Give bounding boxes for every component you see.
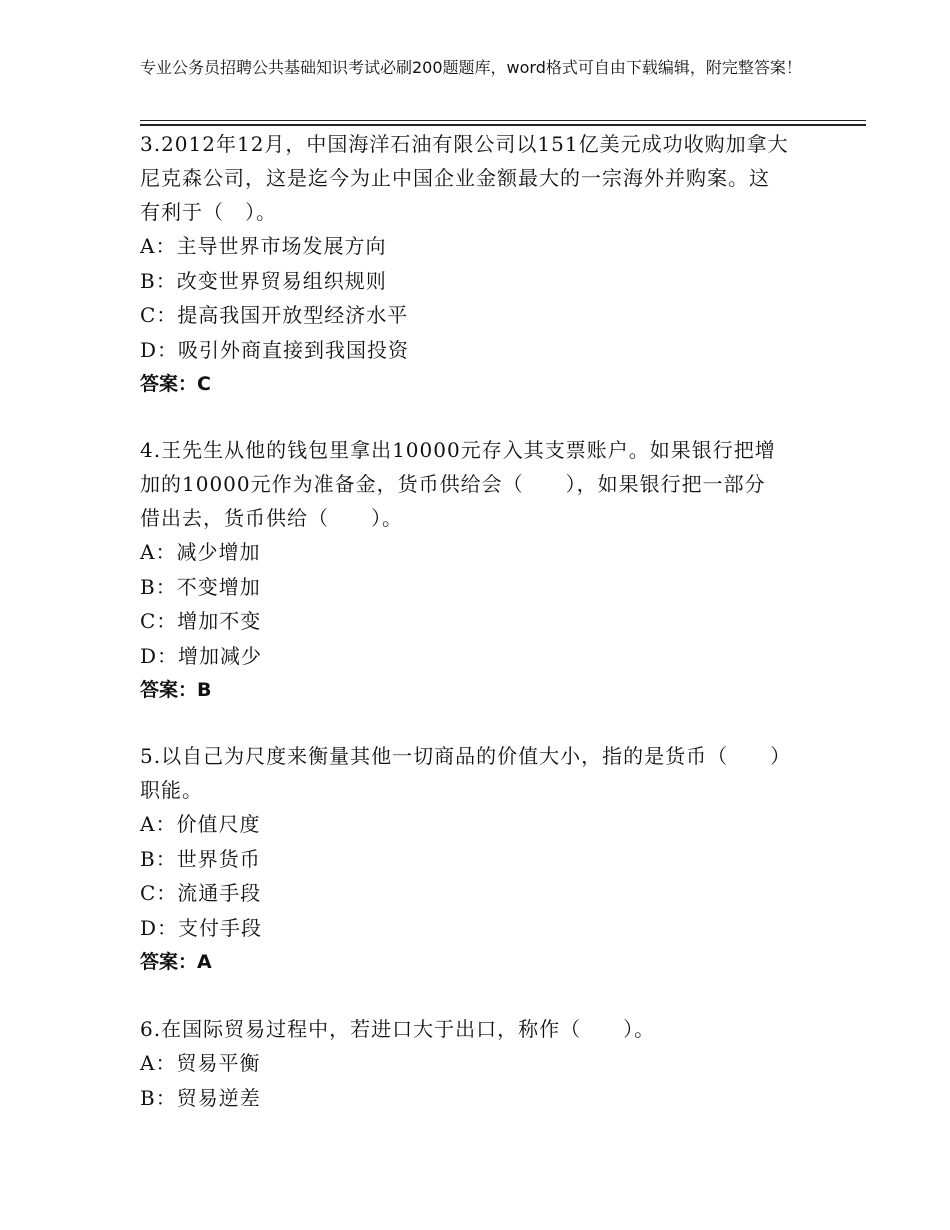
option-b: B：改变世界贸易组织规则 bbox=[140, 268, 387, 293]
option-b: B：不变增加 bbox=[140, 574, 261, 599]
question-4 bbox=[140, 433, 840, 707]
question-stem-line: 3.2012年12月，中国海洋石油有限公司以151亿美元成功收购加拿大 bbox=[140, 132, 789, 156]
option-b: B：世界货币 bbox=[140, 846, 261, 871]
question-stem-line: 5.以自己为尺度来衡量其他一切商品的价值大小，指的是货币（ ） bbox=[140, 744, 792, 768]
option-a: A：价值尺度 bbox=[140, 812, 261, 836]
question-stem-line: 借出去，货币供给（ ）。 bbox=[140, 506, 403, 530]
answer-label: 答案：B bbox=[140, 679, 212, 701]
option-d: D：吸引外商直接到我国投资 bbox=[140, 337, 410, 362]
question-6 bbox=[140, 1012, 840, 1115]
option-b: B：贸易逆差 bbox=[140, 1085, 261, 1110]
question-stem-line: 有利于（ ）。 bbox=[140, 200, 277, 224]
option-d: D：增加减少 bbox=[140, 643, 263, 668]
option-c: C：流通手段 bbox=[140, 881, 262, 905]
answer-label: 答案：A bbox=[140, 951, 212, 973]
question-3 bbox=[140, 127, 840, 401]
question-stem-line: 4.王先生从他的钱包里拿出10000元存入其支票账户。如果银行把增 bbox=[140, 438, 776, 462]
question-5 bbox=[140, 739, 840, 979]
question-stem-line: 6.在国际贸易过程中，若进口大于出口，称作（ ）。 bbox=[140, 1017, 656, 1041]
header-text: 专业公务员招聘公共基础知识考试必刷200题题库，word格式可自由下载编辑，附完整答案！ bbox=[140, 58, 802, 77]
header-divider-thick bbox=[140, 124, 866, 126]
question-stem-line: 尼克森公司，这是迄今为止中国企业金额最大的一宗海外并购案。这 bbox=[140, 166, 770, 190]
option-a: A：减少增加 bbox=[140, 540, 261, 564]
option-a: A：主导世界市场发展方向 bbox=[140, 234, 387, 258]
option-a: A：贸易平衡 bbox=[140, 1051, 261, 1075]
option-d: D：支付手段 bbox=[140, 915, 263, 940]
page-header bbox=[140, 56, 860, 79]
option-c: C：提高我国开放型经济水平 bbox=[140, 303, 409, 327]
answer-label: 答案：C bbox=[140, 373, 211, 395]
option-c: C：增加不变 bbox=[140, 609, 262, 633]
question-stem-line: 职能。 bbox=[140, 778, 203, 802]
question-stem-line: 加的10000元作为准备金，货币供给会（ ），如果银行把一部分 bbox=[140, 472, 766, 496]
header-divider-thin bbox=[140, 120, 866, 121]
